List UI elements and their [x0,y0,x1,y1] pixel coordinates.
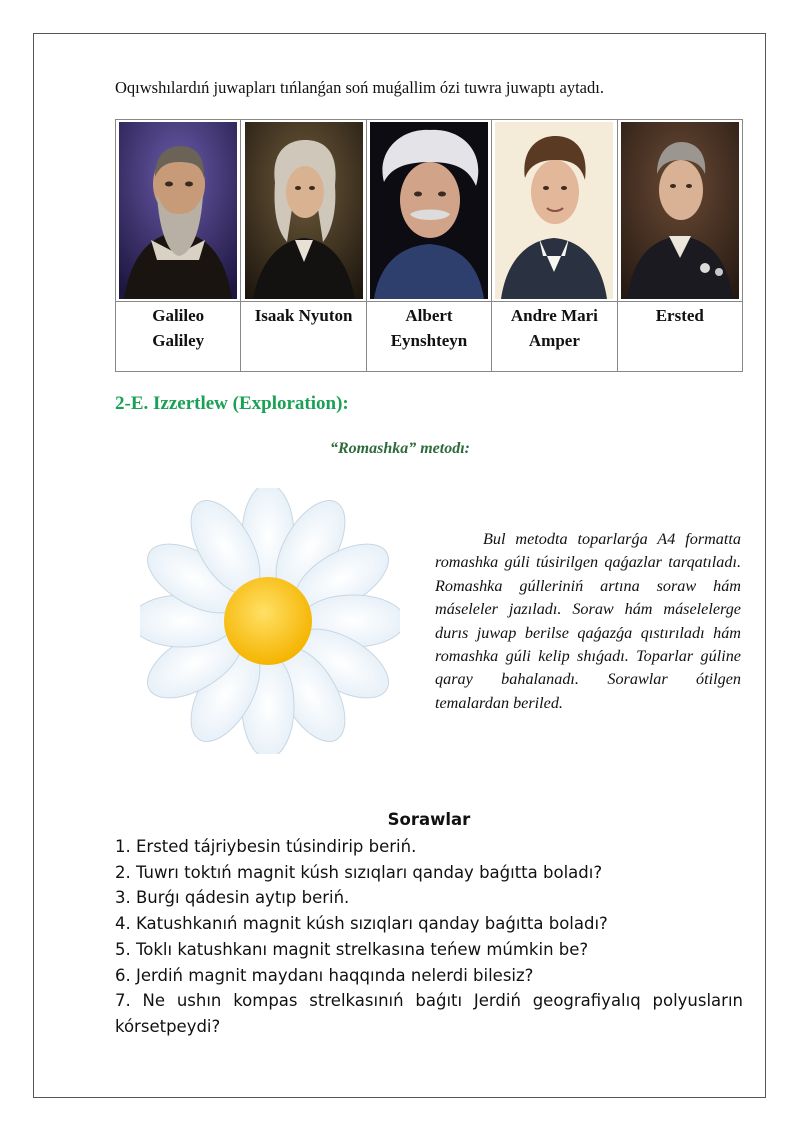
question-item: 7. Ne ushın kompas strelkasınıń baǵıtı Jerdiń geografiyalıq polyusların kórsetpeydi? [115,991,743,1036]
question-item: 6. Jerdiń magnit maydanı haqqında nelerdi bilesiz? [115,965,534,985]
name-line: Andre Mari [510,306,598,325]
scientist-name-newton [241,302,366,372]
name-line: Galileo [152,306,205,325]
ampere-portrait [495,122,613,299]
scientist-name-ampere [492,302,617,372]
portrait-cell-einstein [366,120,491,302]
scientists-table [115,119,743,372]
method-title: “Romashka” metodı: [329,440,470,457]
question-item: 3. Burǵı qádesin aytıp beriń. [115,888,350,908]
question-item: 1. Ersted tájriybesin túsindirip beriń. [115,837,417,856]
name-row [116,302,743,372]
portrait-cell-oersted [617,120,742,302]
questions-list [115,834,743,1040]
name-line: Galiley [152,331,205,350]
einstein-portrait [370,122,488,299]
name-line: Amper [528,331,580,350]
method-description: Bul metodta toparlarǵa A4 formatta romashka gúli túsirilgen qaǵazlar tarqatıladı. Romashka gúlleriniń artına soraw hám máseleler jazıladı. Soraw hám máselelerge durıs juwap berilse qaǵazǵa qıstırıladı hám romashka gúli kelip shıǵadı. Toparlar gúline qaray bahalanadı. Sorawlar ótilgen temalardan beriled. [435,530,741,712]
newton-portrait [245,122,363,299]
question-item: 2. Tuwrı toktıń magnit kúsh sızıqları qanday baǵıtta boladı? [115,862,603,882]
daisy-flower-image [140,488,400,754]
portrait-cell-newton [241,120,366,302]
portrait-cell-ampere [492,120,617,302]
portrait-cell-galileo [116,120,241,302]
name-line: Ersted [655,306,704,325]
name-line: Eynshteyn [390,331,468,350]
portrait-row [116,120,743,302]
intro-paragraph: Oqıwshılardıń juwapları tıńlanǵan soń muǵallim ózi tuwra juwaptı aytadı. [115,78,604,97]
scientist-name-galileo [116,302,241,372]
section-heading: 2-E. Izzertlew (Exploration): [115,393,349,414]
questions-title: Sorawlar [387,810,471,829]
oersted-portrait [621,122,739,299]
question-item: 5. Toklı katushkanı magnit strelkasına teńew múmkin be? [115,939,589,959]
scientist-name-einstein [366,302,491,372]
scientist-name-oersted [617,302,742,372]
question-item: 4. Katushkanıń magnit kúsh sızıqları qanday baǵıtta boladı? [115,914,608,934]
name-line: Albert [405,306,453,325]
galileo-portrait [119,122,237,299]
name-line: Isaak Nyuton [254,306,353,325]
